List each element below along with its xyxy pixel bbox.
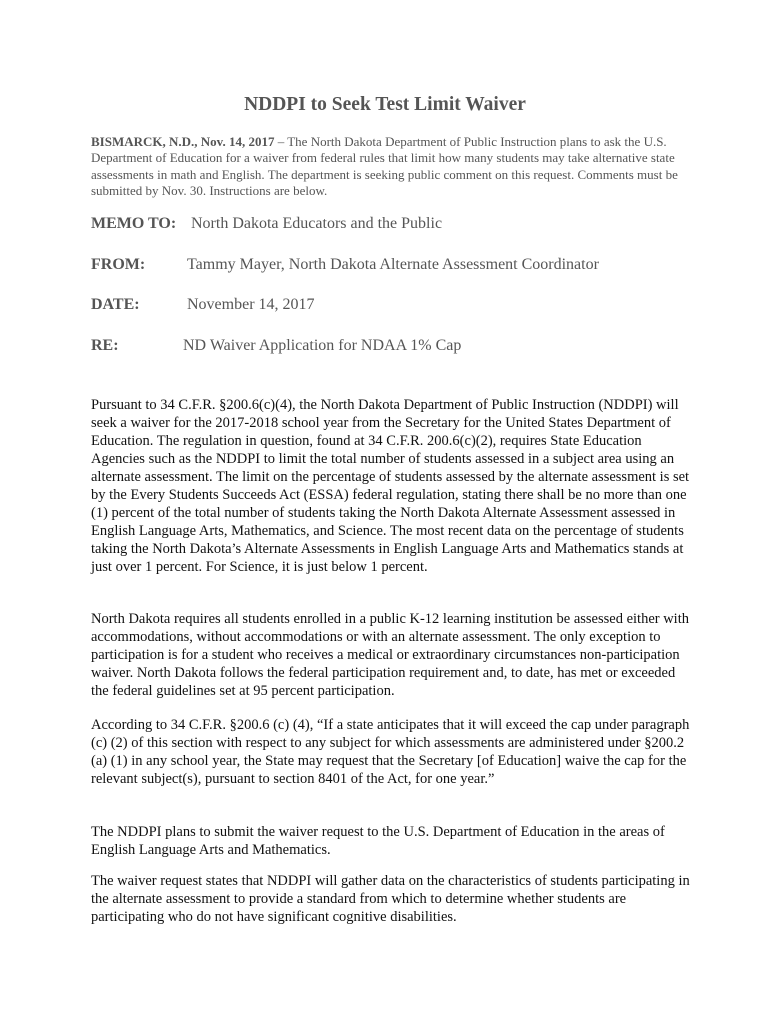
memo-date-value: November 14, 2017 [187,296,315,313]
memo-to-row [91,215,711,233]
memo-from-row [91,256,711,274]
body-paragraph-3: According to 34 C.F.R. §200.6 (c) (4), “If a state anticipates that it will exceed the cap under paragraph (c) (2) of this section with respect to any subject for which assessments are administered under §200.2 (a) (1) in any school year, the State may request that the Secretary [of Education] waive the cap for the relevant subject(s), pursuant to section 8401 of the Act, for one year.” [91,717,690,787]
memo-from-value: Tammy Mayer, North Dakota Alternate Assessment Coordinator [187,256,599,273]
memo-re-row [91,337,711,355]
intro-text: – The North Dakota Department of Public Instruction plans to ask the U.S. Department of Education for a waiver from federal rules that limit how many students may take alternative state assessments in math and English. The department is seeking public comment on this request. Comments must be submitted by Nov. 30. Instructions are below. [91,134,678,198]
body-paragraph-5: The waiver request states that NDDPI will gather data on the characteristics of students participating in the alternate assessment to provide a standard from which to determine whether students are participating who do not have significant cognitive disabilities. [91,873,690,925]
body-paragraph-4: The NDDPI plans to submit the waiver request to the U.S. Department of Education in the areas of English Language Arts and Mathematics. [91,824,665,858]
body-paragraph-1: Pursuant to 34 C.F.R. §200.6(c)(4), the North Dakota Department of Public Instruction (NDDPI) will seek a waiver for the 2017-2018 school year from the Secretary for the United States Department of Education. The regulation in question, found at 34 C.F.R. 200.6(c)(2), requires State Education Agencies such as the NDDPI to limit the total number of students assessed in a subject area using an alternate assessment. The limit on the percentage of students assessed by the alternate assessment is set by the Every Students Succeeds Act (ESSA) federal regulation, stating there shall be no more than one (1) percent of the total number of students taking the North Dakota Alternate Assessment assessed in English Language Arts, Mathematics, and Science. The most recent data on the percentage of students taking the North Dakota’s Alternate Assessments in English Language Arts and Mathematics stands at just over 1 percent. For Science, it is just below 1 percent. [91,397,690,575]
document-title: NDDPI to Seek Test Limit Waiver [244,94,526,115]
memo-to-label: MEMO TO: [91,215,177,232]
memo-re-value: ND Waiver Application for NDAA 1% Cap [183,337,462,354]
memo-from-label: FROM: [91,256,146,273]
memo-date-label: DATE: [91,296,140,313]
memo-date-row [91,296,711,314]
memo-to-value: North Dakota Educators and the Public [191,215,443,232]
intro-dateline: BISMARCK, N.D., Nov. 14, 2017 [91,134,275,149]
body-paragraph-2: North Dakota requires all students enrolled in a public K-12 learning institution be assessed either with accommodations, without accommodations or with an alternate assessment. The only exception to participation is for a student who receives a medical or extraordinary circumstances non-participation waiver. North Dakota follows the federal participation requirement and, to date, has met or exceeded the federal guidelines set at 95 percent participation. [91,611,689,699]
intro-paragraph [91,134,691,199]
memo-re-label: RE: [91,337,119,354]
